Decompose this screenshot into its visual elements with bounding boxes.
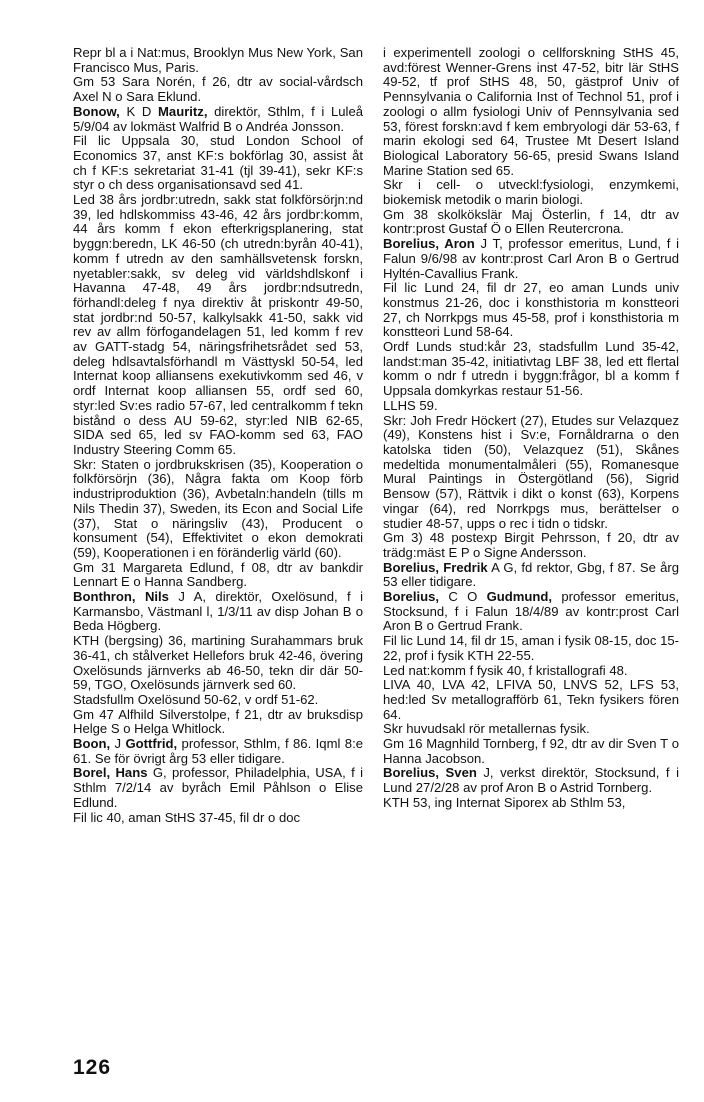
biography-entry — [73, 737, 363, 766]
entry-text: professor, Philadelphia, USA, f i Sthlm 7/2/14 av byråch Emil Påhlson o Elise Edlund. — [73, 765, 364, 810]
biography-paragraph — [383, 208, 679, 237]
entry-text: Skr i cell- o utveckl:fysiologi, enzymkemi, biokemisk metodik o marin biologi. — [383, 177, 679, 208]
entry-text: Ordf Lunds stud:kår 23, stadsfullm Lund 35-42, landst:man 35-42, initiativtag LBF 38, led ett flertal komm o ndr f utredn i byggn:frågor, bl a komm f Uppsala domkyrkas restaur 51-56. — [383, 339, 679, 399]
biography-paragraph — [383, 634, 679, 663]
biography-paragraph — [73, 134, 363, 193]
biography-paragraph — [73, 458, 363, 561]
biography-paragraph — [73, 561, 363, 590]
entry-text: Gm 38 skolkökslär Maj Österlin, f 14, dtr av kontr:prost Gustaf Ö o Ellen Reutercrona. — [383, 206, 679, 237]
entry-text: direktör, Oxelösund, f i Karmansbo, Västmanl l, 1/3/11 av disp Johan B o Beda Högberg. — [73, 589, 363, 634]
entry-text: Fil lic Uppsala 30, stud London School of Economics 37, anst KF:s bokförlag 30, assist åt ch f KF:s sekretariat 31-41 (tjl 39-41), sekr KF:s styr o ch dess organisationsavd sed 41. — [73, 133, 363, 193]
biography-entry — [383, 590, 679, 634]
entry-text: direktör, Sthlm, f i Luleå 5/9/04 av lokmäst Walfrid B o Andréa Jonsson. — [73, 103, 364, 134]
entry-surname: Borel, Hans — [73, 765, 148, 781]
entry-text: professor emeritus, Stocksund, f i Falun 18/4/89 av kontr:prost Carl Aron B o Gertrud Frank. — [383, 589, 680, 634]
entry-text: fd rektor, Gbg, f 87. Se årg 53 eller tidigare. — [383, 559, 679, 590]
entry-text: Skr huvudsakl rör metallernas fysik. — [383, 721, 590, 737]
entry-text: Gm 31 Margareta Edlund, f 08, dtr av bankdir Lennart E o Hanna Sandberg. — [73, 559, 363, 590]
entry-text: Fil lic Lund 24, fil dr 27, eo aman Lunds univ konstmus 21-26, doc i konsthistoria m konstteori 27, ch Norrkpgs mus 45-58, prof i konsthistoria m konstteori Lund 58-64. — [383, 280, 679, 340]
entry-text: Gm 47 Alfhild Silverstolpe, f 21, dtr av bruksdisp Helge S o Helga Whitlock. — [73, 706, 363, 737]
entry-given-names: J — [114, 736, 122, 752]
biography-paragraph — [383, 399, 679, 414]
entry-text: Gm 3) 48 postexp Birgit Pehrsson, f 20, dtr av trädg:mäst E P o Signe Andersson. — [383, 530, 679, 560]
biography-entry — [383, 561, 679, 590]
biography-entry — [383, 237, 679, 281]
biography-paragraph — [73, 693, 363, 708]
entry-call-name: Gudmund, — [486, 589, 553, 605]
biography-paragraph — [73, 708, 363, 737]
biography-paragraph — [73, 46, 363, 75]
biography-paragraph — [383, 737, 679, 766]
entry-given-names: C O — [448, 589, 478, 605]
entry-text: i experimentell zoologi o cellforskning StHS 45, avd:förest Wenner-Grens inst 47-52, bitr lär StHS 49-52, tf prof StHS 48, 50, gästprof Univ of Pennsylvania o California Inst of Technol 51, prof i zoologi o allm fysiologi Univ of Pennsylvania sed 53, förest forskn:avd f kem embryologi där 53-63, f marin ekologi sed 64, Trustee Mt Desert Island Biological Laboratory 56-65, presid Swans Island Marine Station sed 65. — [383, 45, 679, 178]
entry-given-names: G, — [152, 765, 167, 781]
entry-text: Stadsfullm Oxelösund 50-62, v ordf 51-62. — [73, 691, 319, 707]
biography-paragraph — [73, 75, 363, 104]
entry-text: professor emeritus, Lund, f i Falun 9/6/98 av kontr:prost Carl Aron B o Gertrud Hyltén-Cavallius Frank. — [383, 236, 679, 281]
entry-text: Skr: Joh Fredr Höckert (27), Etudes sur Velazquez (49), Konstens hist i Sv:e, Fornåldrarna o den katolska tiden (50), Velazquez (51), Skånes medeltida monumentalmåleri (55), Romanesque Mural Paintings in Östergötland (56), Sigrid Bensow (57), Rättvik i dikt o konst (63), Korpens vingar (64), red Norrkpgs mus, berättelser o studier 48-57, upps o rec i tidn o tidskr. — [383, 412, 679, 531]
biography-paragraph — [383, 281, 679, 340]
entry-text: KTH (bergsing) 36, martining Surahammars bruk 36-41, ch stålverket Hellefors bruk 42-46, övering Oxelösunds järnverks ab 46-50, tekn dir där 50-59, TGO, Oxelösunds järnverk sed 60. — [73, 633, 363, 693]
entry-given-names: J, — [483, 765, 494, 781]
entry-text: Fil lic 40, aman StHS 37-45, fil dr o doc — [73, 809, 301, 825]
entry-surname: Borelius, Sven — [383, 765, 477, 781]
entry-text: Led 38 års jordbr:utredn, sakk stat folkförsörjn:nd 39, led hdlskommiss 43-46, 42 års jordbr:komm, 44 års komm f ekon efterkrigsplanering, stat byggn:beredn, LK 46-50 (ch utredn:byrån 40-41), komm f utredn av den samhällsvetensk forskn, nyetabler:sakk, sv deleg vid världshdlskonf i Havanna 47-48, 49 års jordbr:ndsutredn, förhandl:deleg f nya direktiv åt priskontr 49-50, stat jordbr:nd 50-57, kalkylsakk 41-50, sakk vid rev av allm förfogandelagen 51, led komm f rev av GATT-stadg 54, näringsfrihetsrådet sed 53, deleg hdlsavtalsförhandl m Västtyskl 50-54, led Internat koop alliansens exekutivkomm sed 46, v ordf Internat koop alliansen 55, ordf sed 60, styr:led Sv:es radio 57-67, led centralkomm f tekn bistånd o dess AU 59-62, styr:led NIB 62-65, SIDA sed 65, led sv FAO-komm sed 63, FAO Industry Steering Comm 65. — [73, 192, 363, 457]
entry-text: KTH 53, ing Internat Siporex ab Sthlm 53, — [383, 794, 626, 810]
entry-surname: Borelius, Fredrik — [383, 559, 488, 575]
entry-surname: Boon, — [73, 736, 111, 752]
entry-text: Fil lic Lund 14, fil dr 15, aman i fysik 08-15, doc 15-22, prof i fysik KTH 22-55. — [383, 633, 679, 663]
entry-text: Repr bl a i Nat:mus, Brooklyn Mus New York, San Francisco Mus, Paris. — [73, 45, 363, 75]
entry-surname: Borelius, Aron — [383, 236, 475, 252]
biography-paragraph — [383, 796, 679, 811]
entry-text: Led nat:komm f fysik 40, f kristallografi 48. — [383, 662, 628, 678]
entry-text: verkst direktör, Stocksund, f i Lund 27/2/28 av prof Aron B o Astrid Tornberg. — [383, 765, 679, 796]
biography-paragraph — [383, 340, 679, 399]
biography-entry — [383, 766, 679, 795]
entry-text: professor, Sthlm, f 86. Iqml 8:e 61. Se för övrigt årg 53 eller tidigare. — [73, 736, 363, 766]
entry-text: Skr: Staten o jordbrukskrisen (35), Kooperation o folkförsörjn (36), Några fakta om Koop förb industriproduktion (36), Avbetaln:handeln (tills m Nils Thedin 37), Sweden, its Econ and Social Life (37), Stat o näringsliv (43), Producent o konsument (54), Effektivitet o ekon demokrati (59), Kooperationen i en föränderlig värld (60). — [73, 456, 363, 560]
entry-call-name: Mauritz, — [158, 103, 208, 119]
entry-text: LIVA 40, LVA 42, LFIVA 50, LNVS 52, LFS 53, hed:led Sv metallografförb 61, Tekn fysikers fören 64. — [383, 677, 679, 722]
entry-given-names: J A, — [178, 589, 206, 605]
biography-entry — [73, 766, 363, 810]
biography-paragraph — [383, 531, 679, 560]
entry-surname: Borelius, — [383, 589, 440, 605]
entry-given-names: J T, — [480, 236, 503, 252]
biography-paragraph — [73, 811, 363, 826]
entry-text: Gm 16 Magnhild Tornberg, f 92, dtr av dir Sven T o Hanna Jacobson. — [383, 736, 679, 766]
biography-paragraph — [73, 634, 363, 693]
entry-call-name: Gottfrid, — [125, 736, 178, 752]
left-column — [73, 46, 363, 825]
biography-paragraph — [383, 722, 679, 737]
biography-entry — [73, 105, 363, 134]
biography-paragraph — [383, 664, 679, 679]
page-number: 126 — [73, 1056, 112, 1079]
biography-paragraph — [383, 46, 679, 178]
entry-text: LLHS 59. — [383, 397, 438, 413]
biography-paragraph — [73, 193, 363, 458]
entry-given-names: A G, — [491, 559, 518, 575]
entry-text: Gm 53 Sara Norén, f 26, dtr av social-vårdsch Axel N o Sara Eklund. — [73, 74, 363, 105]
biography-entry — [73, 590, 363, 634]
entry-given-names: K D — [126, 103, 152, 119]
biography-paragraph — [383, 678, 679, 722]
biography-paragraph — [383, 414, 679, 532]
entry-surname: Bonthron, Nils — [73, 589, 169, 605]
right-column — [383, 46, 679, 811]
biography-paragraph — [383, 178, 679, 207]
entry-surname: Bonow, — [73, 103, 120, 119]
